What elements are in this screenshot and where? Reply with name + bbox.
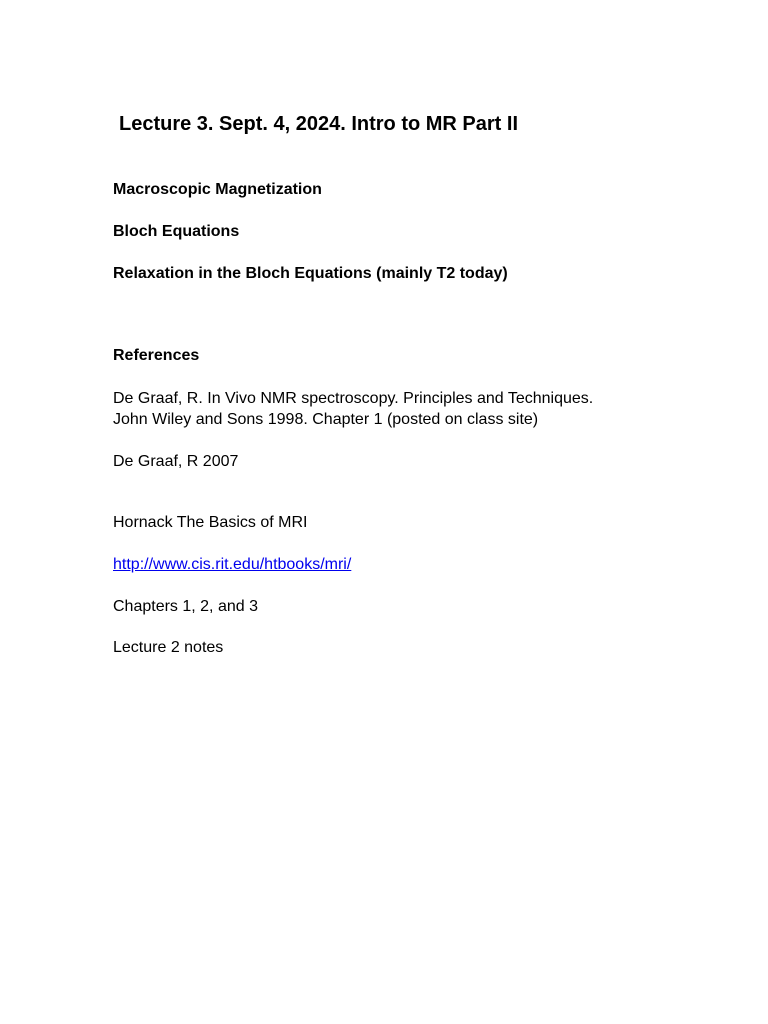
topic-bloch-equations: Bloch Equations — [113, 223, 240, 240]
topic-macroscopic-magnetization: Macroscopic Magnetization — [113, 181, 322, 198]
reference-hornack: Hornack The Basics of MRI — [113, 514, 308, 531]
reference-lecture-notes: Lecture 2 notes — [113, 639, 224, 656]
reference-chapters: Chapters 1, 2, and 3 — [113, 598, 258, 615]
reference-degraaf-1998-line2: John Wiley and Sons 1998. Chapter 1 (posted on class site) — [113, 411, 539, 428]
reference-degraaf-2007: De Graaf, R 2007 — [113, 453, 239, 470]
topic-relaxation: Relaxation in the Bloch Equations (mainly T2 today) — [113, 265, 508, 282]
page-title: Lecture 3. Sept. 4, 2024. Intro to MR Part II — [119, 113, 518, 135]
reference-degraaf-1998-line1: De Graaf, R. In Vivo NMR spectroscopy. Principles and Techniques. — [113, 390, 594, 407]
references-heading: References — [113, 347, 200, 364]
mri-book-link[interactable]: http://www.cis.rit.edu/htbooks/mri/ — [113, 556, 352, 573]
